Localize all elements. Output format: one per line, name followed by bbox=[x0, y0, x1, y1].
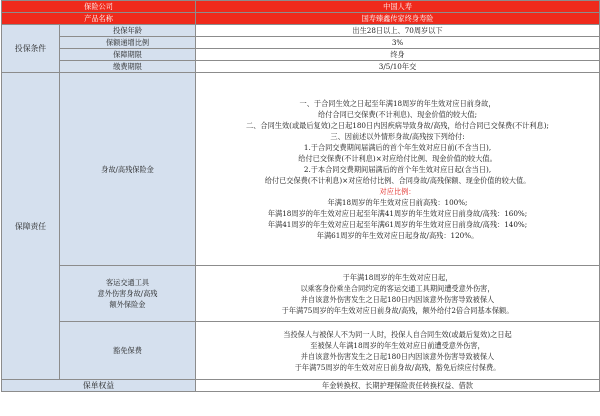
product-row bbox=[2, 13, 600, 25]
death-line: 给付已交保费(不计利息)×对应给付比例、合同身故/高残保额、现金价值的较大值。 bbox=[264, 175, 531, 185]
death-benefit-content bbox=[196, 73, 600, 266]
waiver-content bbox=[196, 322, 600, 380]
ratio-line: 年满61周岁的年生效对应日起身故/高残：120%。 bbox=[316, 230, 479, 240]
rights-category: 保单权益 bbox=[2, 380, 196, 392]
condition-row bbox=[2, 49, 600, 61]
waiver-label: 豁免保费 bbox=[60, 322, 196, 380]
accident-benefit-row bbox=[2, 266, 600, 322]
death-line: 给付合同已交保费(不计利息)、现金价值的较大值; bbox=[318, 109, 477, 119]
death-benefit-label: 身故/高残保险金 bbox=[60, 73, 196, 266]
condition-label: 投保年龄 bbox=[60, 25, 196, 37]
condition-label: 缴费期限 bbox=[60, 61, 196, 73]
death-line: 二、合同生效(或最后复效)之日起180日内因疾病导致身故/高残，给付合同已交保费(不计利息); bbox=[246, 120, 549, 130]
rights-row bbox=[2, 380, 600, 392]
waiver-row bbox=[2, 322, 600, 380]
product-label: 产品名称 bbox=[2, 13, 196, 25]
condition-label: 保额递增比例 bbox=[60, 37, 196, 49]
condition-value: 3% bbox=[196, 37, 600, 49]
condition-row bbox=[2, 25, 600, 37]
condition-value: 终身 bbox=[196, 49, 600, 61]
accident-label-line: 客运交通工具 bbox=[105, 278, 150, 287]
death-line: 一、于合同生效之日起至年满18周岁的年生效对应日前身故， bbox=[299, 98, 496, 108]
death-line: 给付已交保费(不计利息)×对应给付比例、现金价值的较大值。 bbox=[298, 153, 497, 163]
company-value: 中国人寿 bbox=[196, 1, 600, 13]
accident-line: 于年满18周岁的年生效对应日起， bbox=[342, 272, 453, 282]
coverage-category: 保障责任 bbox=[2, 73, 60, 380]
accident-label-line: 意外伤害身故/高残 bbox=[97, 289, 158, 298]
accident-benefit-content bbox=[196, 266, 600, 322]
accident-line: 以乘客身份乘坐合同约定的客运交通工具期间遭受意外伤害， bbox=[300, 283, 495, 293]
accident-line: 并自该意外伤害发生之日起180日内因该意外伤害导致被保人 bbox=[300, 294, 495, 304]
company-label: 保险公司 bbox=[2, 1, 196, 13]
death-line: 2.于本合同交费期间届满后的首个年生效对应日起(含当日), bbox=[303, 164, 492, 174]
ratio-line: 年满41周岁的年生效对应日起至年满61周岁的年生效对应日前身故/高残：140%; bbox=[267, 219, 528, 229]
condition-row bbox=[2, 37, 600, 49]
insurance-product-table bbox=[1, 0, 600, 392]
condition-value: 3/5/10年交 bbox=[196, 61, 600, 73]
condition-label: 保障期限 bbox=[60, 49, 196, 61]
product-value: 国寿臻鑫传家终身寿险 bbox=[196, 13, 600, 25]
condition-row bbox=[2, 61, 600, 73]
rights-value: 年金转换权、长期护理保险责任转换权益、借款 bbox=[196, 380, 600, 392]
death-line: 三、因前述以外情形身故/高残按下列给付: bbox=[330, 131, 465, 141]
death-line: 1.于合同交费期间届满后的首个年生效对应日前(不含当日), bbox=[303, 142, 492, 152]
waiver-line: 至被保人年满18周岁的年生效对应日前遭受意外伤害， bbox=[310, 340, 485, 350]
accident-label-line: 额外保险金 bbox=[109, 300, 146, 309]
condition-value: 出生28日以上、70周岁以下 bbox=[196, 25, 600, 37]
death-benefit-row bbox=[2, 73, 600, 266]
waiver-line: 当投保人与被保人不为同一人时，投保人自合同生效(或最后复效)之日起 bbox=[283, 329, 512, 339]
company-row bbox=[2, 1, 600, 13]
conditions-category: 投保条件 bbox=[2, 25, 60, 73]
ratio-title: 对应比例： bbox=[379, 186, 416, 196]
ratio-line: 年满18周岁的年生效对应日起至年满41周岁的年生效对应日前身故/高残：160%; bbox=[267, 208, 528, 218]
waiver-line: 于年满75周岁的年生效对应日前身故/高残，豁免后续应付保费。 bbox=[294, 362, 501, 372]
waiver-line: 并自该意外伤害发生之日起180日内因该意外伤害导致被保人 bbox=[300, 351, 495, 361]
ratio-line: 年满18周岁的年生效对应日前高残：100%; bbox=[327, 197, 468, 207]
accident-benefit-label bbox=[60, 266, 196, 322]
accident-line: 于年满75周岁的年生效对应日前身故/高残，额外给付2倍合同基本保额。 bbox=[281, 305, 514, 315]
